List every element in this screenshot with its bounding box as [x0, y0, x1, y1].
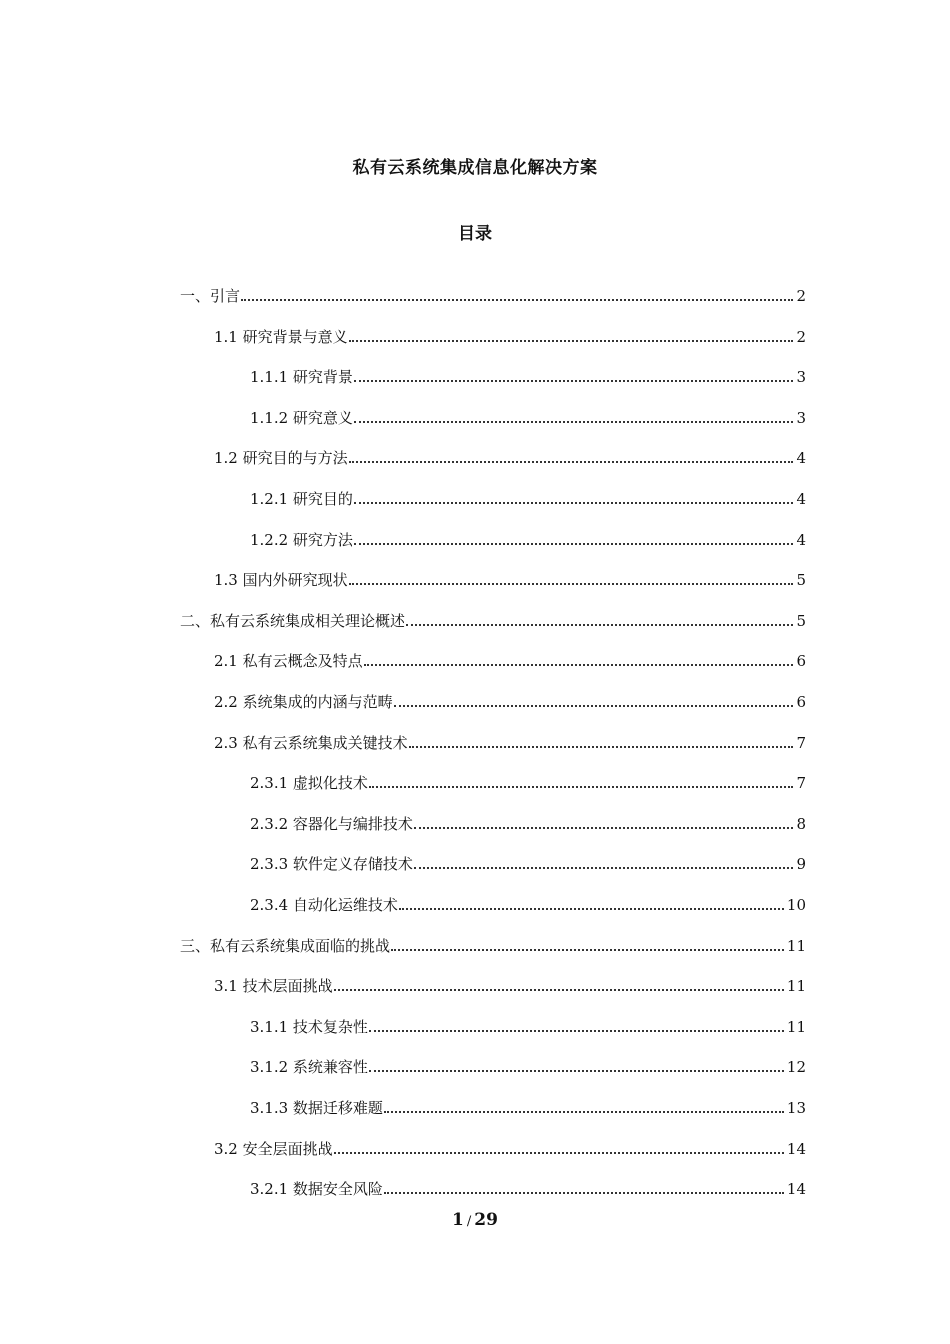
- toc-entry-title: 3.2.1 数据安全风险: [250, 1180, 383, 1199]
- toc-entry[interactable]: [250, 404, 806, 428]
- toc-entry[interactable]: [214, 688, 806, 712]
- toc-entry-title: 1.1.1 研究背景: [250, 368, 353, 387]
- toc-entry[interactable]: [250, 526, 806, 550]
- total-pages: 29: [474, 1210, 498, 1230]
- toc-dot-leader: [369, 1030, 784, 1032]
- toc-entry-title: 1.3 国内外研究现状: [214, 571, 348, 590]
- toc-entry-title: 1.1.2 研究意义: [250, 408, 353, 427]
- toc-entry[interactable]: [180, 932, 806, 956]
- toc-entry-page-number: 10: [786, 896, 806, 914]
- toc-dot-leader: [334, 989, 784, 991]
- toc-entry-page-number: 13: [786, 1099, 806, 1117]
- toc-entry-page-number: 11: [786, 977, 806, 996]
- toc-entry-title: 二、私有云系统集成相关理论概述: [180, 611, 406, 630]
- toc-entry-page-number: 2: [796, 327, 806, 346]
- toc-dot-leader: [349, 461, 794, 463]
- toc-dot-leader: [354, 380, 794, 382]
- toc-dot-leader: [414, 827, 794, 829]
- toc-entry-title: 1.1 研究背景与意义: [214, 327, 348, 346]
- toc-entry-page-number: 5: [796, 611, 806, 630]
- toc-entry-page-number: 4: [796, 490, 806, 508]
- toc-dot-leader: [334, 1152, 784, 1154]
- toc-dot-leader: [354, 502, 794, 504]
- toc-dot-leader: [384, 1192, 784, 1194]
- toc-entry-page-number: 4: [796, 530, 806, 549]
- toc-entry-page-number: 3: [796, 408, 806, 427]
- toc-dot-leader: [349, 340, 794, 342]
- toc-dot-leader: [354, 543, 794, 545]
- toc-entry[interactable]: [250, 363, 806, 387]
- toc-entry-title: 2.3.3 软件定义存储技术: [250, 855, 413, 874]
- toc-entry-title: 2.1 私有云概念及特点: [214, 652, 363, 671]
- toc-entry-page-number: 8: [796, 814, 806, 833]
- toc-entry[interactable]: [250, 810, 806, 834]
- toc-entry[interactable]: [250, 1053, 806, 1077]
- toc-entry[interactable]: [250, 1013, 806, 1037]
- toc-entry[interactable]: [250, 769, 806, 793]
- toc-entry-page-number: 4: [796, 449, 806, 468]
- toc-dot-leader: [354, 421, 794, 423]
- toc-dot-leader: [384, 1111, 784, 1113]
- page-separator: /: [466, 1214, 472, 1229]
- toc-entry-title: 1.2 研究目的与方法: [214, 449, 348, 468]
- toc-entry-page-number: 7: [796, 774, 806, 793]
- toc-dot-leader: [394, 705, 794, 707]
- toc-entry-title: 3.1.3 数据迁移难题: [250, 1099, 383, 1117]
- document-title: 私有云系统集成信息化解决方案: [352, 158, 598, 178]
- toc-entry[interactable]: [250, 891, 806, 915]
- toc-entry-title: 2.3 私有云系统集成关键技术: [214, 733, 408, 752]
- toc-dot-leader: [409, 746, 794, 748]
- toc-entry-title: 1.2.2 研究方法: [250, 530, 353, 549]
- toc-entry-title: 2.3.2 容器化与编排技术: [250, 814, 413, 833]
- toc-entry[interactable]: [214, 647, 806, 671]
- toc-dot-leader: [406, 624, 793, 626]
- toc-entry[interactable]: [214, 729, 806, 753]
- toc-dot-leader: [349, 583, 794, 585]
- toc-dot-leader: [414, 867, 794, 869]
- toc-entry[interactable]: [250, 1094, 806, 1118]
- toc-entry-page-number: 6: [796, 652, 806, 671]
- toc-entry[interactable]: [180, 282, 806, 306]
- toc-entry-title: 三、私有云系统集成面临的挑战: [180, 936, 391, 955]
- toc-dot-leader: [364, 664, 794, 666]
- toc-dot-leader: [241, 299, 793, 301]
- toc-entry-title: 3.1 技术层面挑战: [214, 977, 333, 996]
- toc-entry-title: 3.2 安全层面挑战: [214, 1139, 333, 1158]
- toc-entry-page-number: 9: [796, 855, 806, 874]
- toc-entry-page-number: 14: [786, 1139, 806, 1158]
- toc-entry-title: 3.1.2 系统兼容性: [250, 1058, 368, 1077]
- toc-entry[interactable]: [250, 485, 806, 509]
- toc-entry-page-number: 11: [786, 1017, 806, 1036]
- toc-entry[interactable]: [214, 972, 806, 996]
- toc-entry-title: 2.3.4 自动化运维技术: [250, 896, 398, 914]
- toc-entry[interactable]: [250, 1175, 806, 1199]
- toc-entry-title: 一、引言: [180, 287, 241, 305]
- toc-entry[interactable]: [250, 850, 806, 874]
- toc-dot-leader: [399, 908, 784, 910]
- toc-entry[interactable]: [214, 444, 806, 468]
- toc-entry-title: 3.1.1 技术复杂性: [250, 1017, 368, 1036]
- toc-heading: 目录: [458, 224, 492, 244]
- toc-entry-title: 2.3.1 虚拟化技术: [250, 774, 368, 793]
- toc-entry-title: 2.2 系统集成的内涵与范畴: [214, 693, 393, 711]
- toc-entry-page-number: 5: [796, 571, 806, 590]
- toc-entry-page-number: 6: [796, 693, 806, 711]
- toc-entry-page-number: 7: [796, 733, 806, 752]
- toc-entry-page-number: 11: [786, 936, 806, 955]
- toc-entry[interactable]: [214, 1135, 806, 1159]
- toc-entry-page-number: 2: [796, 287, 806, 305]
- toc-entry[interactable]: [214, 323, 806, 347]
- toc-entry-page-number: 12: [786, 1058, 806, 1077]
- toc-entry-page-number: 14: [786, 1180, 806, 1199]
- toc-entry[interactable]: [180, 607, 806, 631]
- toc-entry-page-number: 3: [796, 368, 806, 387]
- toc-entry-title: 1.2.1 研究目的: [250, 490, 353, 508]
- toc-dot-leader: [391, 949, 784, 951]
- page-number-footer: [0, 1210, 950, 1230]
- current-page-number: 1: [452, 1210, 464, 1230]
- toc-dot-leader: [369, 1070, 784, 1072]
- toc-entry[interactable]: [214, 566, 806, 590]
- toc-dot-leader: [369, 786, 794, 788]
